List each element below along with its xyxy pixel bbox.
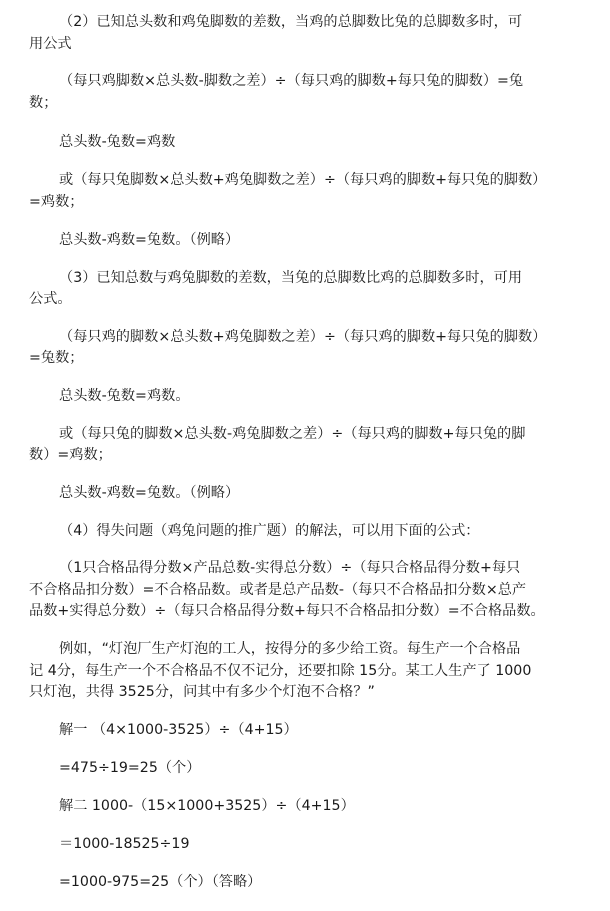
line-25: =475÷19=25（个） bbox=[59, 760, 201, 776]
line-8: 总头数-鸡数=兔数。（例略） bbox=[59, 232, 240, 248]
line-9: （3）已知总数与鸡兔脚数的差数，当兔的总脚数比鸡的总脚数多时，可用 bbox=[59, 270, 523, 286]
line-20: 品数+实得总分数）÷（每只合格品得分数+每只不合格品扣分数）=不合格品数。 bbox=[29, 603, 545, 619]
line-27: ＝1000-18525÷19 bbox=[59, 836, 190, 852]
line-12: =兔数； bbox=[29, 350, 84, 366]
line-23: 只灯泡，共得 3525分，问其中有多少个灯泡不合格？” bbox=[29, 684, 375, 700]
line-11: （每只鸡的脚数×总头数+鸡兔脚数之差）÷（每只鸡的脚数+每只兔的脚数） bbox=[59, 329, 547, 345]
line-4: 数； bbox=[29, 95, 58, 111]
line-15: 数）=鸡数； bbox=[29, 447, 112, 463]
line-28: =1000-975=25（个）（答略） bbox=[59, 874, 262, 890]
line-1: （2）已知总头数和鸡兔脚数的差数，当鸡的总脚数比兔的总脚数多时，可 bbox=[59, 14, 523, 30]
line-26: 解二 1000-（15×1000+3525）÷（4+15） bbox=[59, 798, 355, 814]
line-18: （1只合格品得分数×产品总数-实得总分数）÷（每只合格品得分数+每只 bbox=[59, 560, 521, 576]
line-17: （4）得失问题（鸡兔问题的推广题）的解法，可以用下面的公式： bbox=[59, 523, 480, 539]
line-14: 或（每只兔的脚数×总头数-鸡兔脚数之差）÷（每只鸡的脚数+每只兔的脚 bbox=[59, 426, 526, 442]
line-5: 总头数-兔数=鸡数 bbox=[59, 134, 176, 150]
line-6: 或（每只兔脚数×总头数+鸡兔脚数之差）÷（每只鸡的脚数+每只兔的脚数） bbox=[59, 172, 547, 188]
line-10: 公式。 bbox=[29, 291, 72, 307]
line-2: 用公式 bbox=[29, 36, 72, 52]
line-7: =鸡数； bbox=[29, 194, 84, 210]
line-24: 解一 （4×1000-3525）÷（4+15） bbox=[59, 722, 298, 738]
line-21: 例如，“灯泡厂生产灯泡的工人，按得分的多少给工资。每生产一个合格品 bbox=[59, 641, 521, 657]
line-19: 不合格品扣分数）=不合格品数。或者是总产品数-（每只不合格品扣分数×总产 bbox=[29, 582, 527, 598]
line-16: 总头数-鸡数=兔数。（例略） bbox=[59, 485, 240, 501]
line-13: 总头数-兔数=鸡数。 bbox=[59, 388, 190, 404]
line-3: （每只鸡脚数×总头数-脚数之差）÷（每只鸡的脚数+每只兔的脚数）=兔 bbox=[59, 73, 524, 89]
line-22: 记 4分，每生产一个不合格品不仅不记分，还要扣除 15分。某工人生产了 1000 bbox=[29, 663, 532, 679]
